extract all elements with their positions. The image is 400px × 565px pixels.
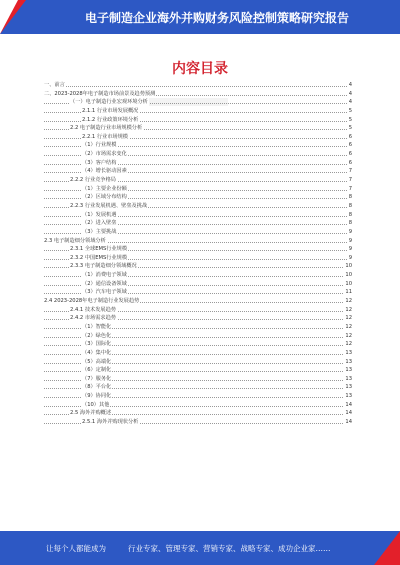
toc-entry-label: （5）高端化 bbox=[82, 358, 112, 365]
toc-entry-label: （2）区域分布结构 bbox=[82, 194, 127, 201]
footer-slogan: 让每个人都能成为 bbox=[46, 544, 106, 553]
toc-entry[interactable] bbox=[34, 237, 352, 246]
toc-entry-label: 2.3 电子制造细分领域分析 bbox=[44, 237, 106, 244]
toc-entry-label: 2.4.1 技术发展趋势 bbox=[70, 306, 116, 313]
toc-entry-page: 10 bbox=[345, 280, 352, 287]
toc-entry[interactable] bbox=[34, 116, 352, 125]
toc-entry-page: 9 bbox=[348, 254, 352, 261]
toc-entry-label: 2.2 电子制造行业市场规模分析 bbox=[70, 125, 143, 132]
toc-entry-label: （10）其他 bbox=[82, 401, 110, 408]
toc-entry-label: （8）平台化 bbox=[82, 384, 112, 391]
toc-entry-label: 二、2023-2028年电子制造市场前景及趋势预测 bbox=[44, 90, 156, 97]
toc-entry-label: （2）市场需求变化 bbox=[82, 151, 127, 158]
toc-entry[interactable] bbox=[34, 323, 352, 332]
toc-entry-page: 5 bbox=[348, 125, 352, 132]
toc-entry[interactable] bbox=[34, 262, 352, 271]
toc-entry-label: （1）主要企业份额 bbox=[82, 185, 127, 192]
toc-entry-page: 13 bbox=[345, 393, 352, 400]
toc-entry-label: （1）消费电子领域 bbox=[82, 272, 127, 279]
toc-entry-page: 10 bbox=[345, 263, 352, 270]
footer-red-accent bbox=[374, 531, 400, 565]
toc-entry-label: 2.1.1 行业市场发展概况 bbox=[82, 107, 139, 114]
toc-entry-page: 12 bbox=[345, 323, 352, 330]
toc-entry-page: 10 bbox=[345, 272, 352, 279]
toc-entry-page: 12 bbox=[345, 341, 352, 348]
toc-entry-page: 13 bbox=[345, 384, 352, 391]
toc-entry[interactable] bbox=[34, 150, 352, 159]
toc-entry[interactable] bbox=[34, 167, 352, 176]
toc-heading: 内容目录 bbox=[172, 61, 228, 77]
toc-entry-page: 13 bbox=[345, 349, 352, 356]
toc-entry-page: 5 bbox=[348, 107, 352, 114]
toc-entry-page: 8 bbox=[348, 211, 352, 218]
toc-entry[interactable] bbox=[34, 90, 352, 99]
toc-entry-page: 11 bbox=[345, 289, 352, 296]
toc-entry-page: 8 bbox=[348, 202, 352, 209]
toc-entry[interactable] bbox=[34, 211, 352, 220]
toc-entry-label: （1）行业规模 bbox=[82, 142, 117, 149]
toc-entry-page: 14 bbox=[345, 418, 352, 425]
toc-entry[interactable] bbox=[34, 392, 352, 401]
toc-entry-label: 2.5 海外并购概述 bbox=[70, 410, 112, 417]
toc-entry-page: 6 bbox=[348, 151, 352, 158]
toc-entry-page: 4 bbox=[348, 99, 352, 106]
toc-entry-page: 14 bbox=[345, 401, 352, 408]
toc-entry-page: 4 bbox=[348, 90, 352, 97]
toc-entry-label: 2.4 2023-2028年电子制造行业发展趋势 bbox=[44, 298, 140, 305]
toc-entry-label: （一）电子制造行业宏观环境分析 bbox=[70, 99, 148, 106]
toc-entry-label: （2）进入壁垒 bbox=[82, 220, 117, 227]
toc-entry-label: （2）通信设备领域 bbox=[82, 280, 127, 287]
toc-entry-page: 8 bbox=[348, 220, 352, 227]
toc-entry-label: （9）协同化 bbox=[82, 393, 112, 400]
toc-entry[interactable] bbox=[34, 124, 352, 133]
toc-entry[interactable] bbox=[34, 141, 352, 150]
toc-entry-label: （3）汽车电子领域 bbox=[82, 289, 127, 296]
toc-entry[interactable] bbox=[34, 81, 352, 90]
toc-entry-page: 12 bbox=[345, 332, 352, 339]
header-white-accent bbox=[0, 0, 18, 34]
toc-entry-label: 2.2.2 行业竞争格局 bbox=[70, 177, 116, 184]
toc-entry[interactable] bbox=[34, 271, 352, 280]
toc-entry[interactable] bbox=[34, 314, 352, 323]
toc-entry-page: 12 bbox=[345, 315, 352, 322]
toc-entry-label: 2.2.3 行业发展机遇、壁垒及挑战 bbox=[70, 202, 148, 209]
footer-roles: 行业专家、管理专家、营销专家、战略专家、成功企业家…… bbox=[128, 544, 331, 553]
toc-entry[interactable] bbox=[34, 383, 352, 392]
toc-entry-page: 6 bbox=[348, 133, 352, 140]
toc-entry[interactable] bbox=[34, 219, 352, 228]
toc-leader-dots bbox=[44, 86, 347, 87]
toc-entry-page: 14 bbox=[345, 410, 352, 417]
toc-entry[interactable] bbox=[34, 228, 352, 237]
toc-entry-label: （1）发展机遇 bbox=[82, 211, 117, 218]
toc-entry[interactable] bbox=[34, 375, 352, 384]
table-of-contents bbox=[34, 81, 352, 427]
toc-entry-page: 9 bbox=[348, 246, 352, 253]
report-title: 电子制造企业海外并购财务风险控制策略研究报告 bbox=[84, 11, 349, 25]
toc-entry[interactable] bbox=[34, 185, 352, 194]
toc-entry-page: 6 bbox=[348, 142, 352, 149]
toc-entry-page: 9 bbox=[348, 237, 352, 244]
toc-entry-label: （6）定制化 bbox=[82, 367, 112, 374]
toc-entry-page: 4 bbox=[348, 82, 352, 88]
toc-entry-page: 12 bbox=[345, 298, 352, 305]
toc-entry[interactable] bbox=[34, 159, 352, 168]
toc-entry-label: （7）服务化 bbox=[82, 375, 112, 382]
toc-entry-page: 12 bbox=[345, 306, 352, 313]
toc-entry-page: 13 bbox=[345, 367, 352, 374]
toc-entry[interactable] bbox=[34, 202, 352, 211]
toc-entry[interactable] bbox=[34, 280, 352, 289]
toc-entry[interactable] bbox=[34, 133, 352, 142]
toc-entry-page: 7 bbox=[348, 168, 352, 175]
toc-entry-label: （4）增长驱动因素 bbox=[82, 168, 127, 175]
toc-entry[interactable] bbox=[34, 98, 352, 107]
toc-entry[interactable] bbox=[34, 176, 352, 185]
toc-entry[interactable] bbox=[34, 332, 352, 341]
toc-entry-label: （4）集中化 bbox=[82, 349, 112, 356]
toc-entry-label: （2）绿色化 bbox=[82, 332, 112, 339]
toc-entry-label: （3）国际化 bbox=[82, 341, 112, 348]
toc-entry[interactable] bbox=[34, 409, 352, 418]
footer-banner bbox=[0, 531, 400, 565]
toc-entry-page: 6 bbox=[348, 159, 352, 166]
toc-entry-page: 8 bbox=[348, 194, 352, 201]
toc-entry[interactable] bbox=[34, 401, 352, 410]
toc-entry-label: （1）智能化 bbox=[82, 323, 112, 330]
toc-entry-page: 13 bbox=[345, 358, 352, 365]
toc-entry-label: 2.3.1 全球EMS行业规模 bbox=[70, 246, 128, 253]
toc-entry[interactable] bbox=[34, 193, 352, 202]
toc-entry[interactable] bbox=[34, 297, 352, 306]
toc-entry-label: （3）客户结构 bbox=[82, 159, 117, 166]
toc-entry-page: 7 bbox=[348, 177, 352, 184]
toc-entry-label: （3）主要挑战 bbox=[82, 228, 117, 235]
toc-entry-page: 13 bbox=[345, 375, 352, 382]
toc-entry[interactable] bbox=[34, 340, 352, 349]
toc-entry-page: 5 bbox=[348, 116, 352, 123]
toc-entry[interactable] bbox=[34, 349, 352, 358]
header-banner bbox=[0, 0, 400, 34]
toc-entry-label: 2.5.1 海外并购现状分析 bbox=[82, 418, 139, 425]
toc-entry[interactable] bbox=[34, 107, 352, 116]
toc-entry[interactable] bbox=[34, 245, 352, 254]
toc-entry[interactable] bbox=[34, 254, 352, 263]
toc-entry-page: 7 bbox=[348, 185, 352, 192]
toc-entry[interactable] bbox=[34, 288, 352, 297]
toc-entry-label: 2.3.3 电子制造细分领域概况 bbox=[70, 263, 137, 270]
toc-entry-label: 一、前言 bbox=[44, 82, 65, 88]
toc-entry-label: 2.1.2 行业政策环境分析 bbox=[82, 116, 139, 123]
toc-entry[interactable] bbox=[34, 306, 352, 315]
toc-entry-label: 2.4.2 市场需求趋势 bbox=[70, 315, 116, 322]
toc-entry-page: 9 bbox=[348, 228, 352, 235]
toc-entry[interactable] bbox=[34, 418, 352, 427]
toc-entry-label: 2.3.2 中国EMS行业规模 bbox=[70, 254, 128, 261]
toc-entry-label: 2.2.1 行业市场规模 bbox=[82, 133, 128, 140]
toc-entry[interactable] bbox=[34, 358, 352, 367]
toc-entry[interactable] bbox=[34, 366, 352, 375]
